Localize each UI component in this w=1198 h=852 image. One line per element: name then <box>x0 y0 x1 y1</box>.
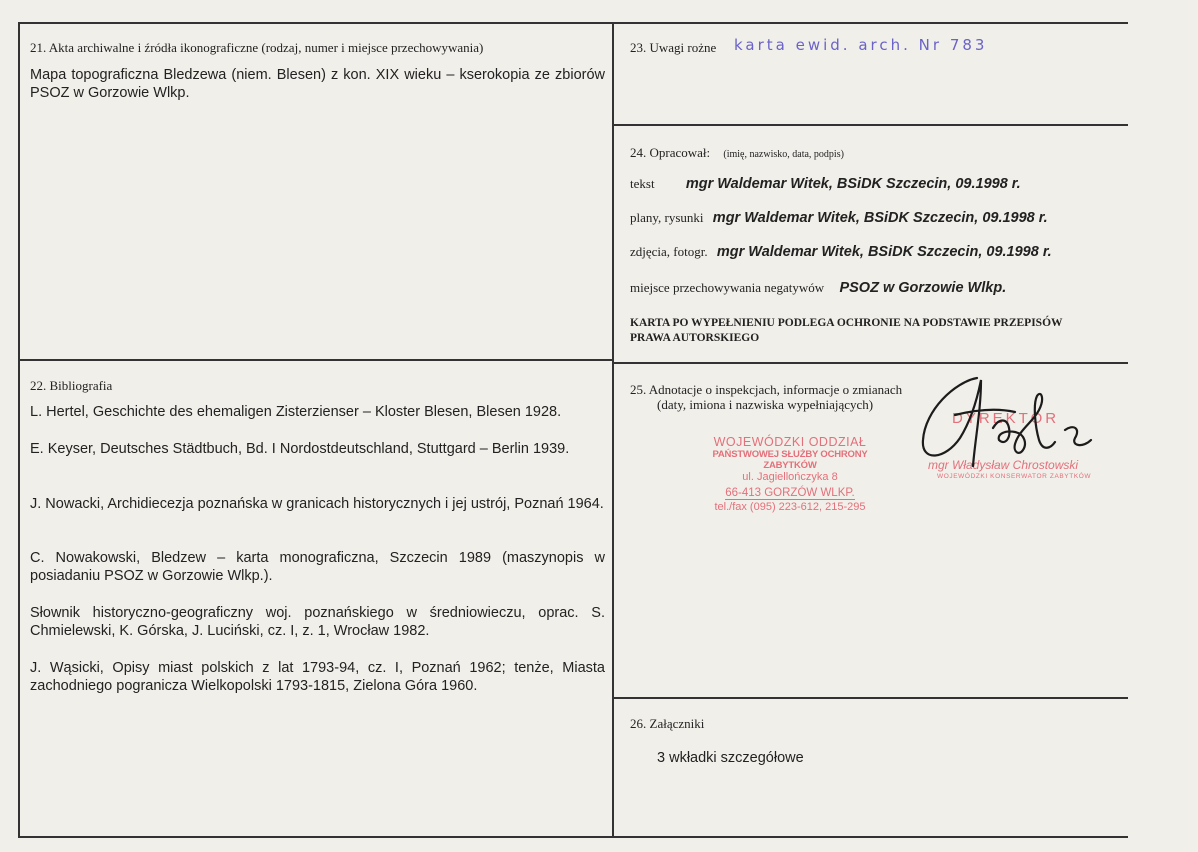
author-row-label: tekst <box>630 176 655 191</box>
section-21-text: Mapa topograficzna Bledzewa (niem. Blesen) z kon. XIX wieku – kserokopia ze zbiorów PSOZ w Gorzowie Wlkp. <box>30 67 605 101</box>
author-row-photos <box>630 244 1052 260</box>
director-stamp-title: DYREKTOR <box>952 410 1060 427</box>
bibliography-item: E. Keyser, Deutsches Städtbuch, Bd. I Nordostdeutschland, Stuttgard – Berlin 1939. <box>30 441 570 457</box>
director-stamp-name: mgr Władysław Chrostowski <box>928 458 1079 472</box>
right-divider-24 <box>612 362 1128 364</box>
bibliography-item: C. Nowakowski, Bledzew – karta monograficzna, Szczecin 1989 (maszynopis w posiadaniu PSOZ w Gorzowie Wlkp.). <box>30 550 605 584</box>
top-border <box>18 22 1128 24</box>
section-22-title: 22. Bibliografia <box>30 378 113 393</box>
center-divider <box>612 22 614 838</box>
section-26-text: 3 wkładki szczegółowe <box>657 750 804 766</box>
section-24-heading: 24. Opracował: <box>630 145 711 160</box>
bibliography-item: J. Wąsicki, Opisy miast polskich z lat 1793-94, cz. I, Poznań 1962; tenże, Miasta zachodniego pogranicza Wielkopolski 1793-1815, Zielona Góra 1960. <box>30 660 605 694</box>
section-25-subtitle: (daty, imiona i nazwiska wypełniających) <box>657 397 874 412</box>
section-24-subtitle: (imię, nazwisko, data, podpis) <box>723 149 844 160</box>
author-row-label: plany, rysunki <box>630 210 704 225</box>
author-row-plans <box>630 210 1048 226</box>
author-row-label: zdjęcia, fotogr. <box>630 244 708 259</box>
author-row-value: mgr Waldemar Witek, BSiDK Szczecin, 09.1998 r. <box>716 244 1052 260</box>
copyright-notice-line2: PRAWA AUTORSKIEGO <box>630 332 760 344</box>
director-signature <box>915 370 1115 480</box>
office-stamp-line3: ul. Jagiellończyka 8 <box>742 471 838 483</box>
author-row-text <box>630 176 1021 192</box>
right-divider-23 <box>612 124 1128 126</box>
office-stamp-line2: PAŃSTWOWEJ SŁUŻBY OCHRONY ZABYTKÓW <box>712 449 868 471</box>
office-stamp-line4: 66-413 GORZÓW WLKP. <box>725 487 855 499</box>
section-24-title <box>630 145 844 161</box>
right-divider-25 <box>612 697 1128 699</box>
bibliography-item: J. Nowacki, Archidiecezja poznańska w granicach historycznych i jej ustrój, Poznań 1964. <box>30 496 604 512</box>
office-stamp-line1: WOJEWÓDZKI ODDZIAŁ <box>713 435 867 449</box>
author-row-value: mgr Waldemar Witek, BSiDK Szczecin, 09.1998 r. <box>685 176 1021 192</box>
negatives-location-label: miejsce przechowywania negatywów <box>630 280 825 295</box>
negatives-location-value: PSOZ w Gorzowie Wlkp. <box>839 280 1007 296</box>
section-23-title: 23. Uwagi rożne <box>630 40 717 55</box>
negatives-location-row <box>630 280 1006 296</box>
office-stamp-line5: tel./fax (095) 223-612, 215-295 <box>714 501 866 513</box>
left-mid-divider <box>18 359 614 361</box>
author-row-value: mgr Waldemar Witek, BSiDK Szczecin, 09.1998 r. <box>712 210 1048 226</box>
section-26-title: 26. Załączniki <box>630 716 705 731</box>
office-stamp <box>690 435 890 513</box>
handwritten-note: karta ewid. arch. Nr 783 <box>734 36 988 54</box>
section-21-title: 21. Akta archiwalne i źródła ikonograficzne (rodzaj, numer i miejsce przechowywania) <box>30 40 484 55</box>
bibliography-item: L. Hertel, Geschichte des ehemaligen Zisterzienser – Kloster Blesen, Blesen 1928. <box>30 404 562 420</box>
director-stamp-office: WOJEWÓDZKI KONSERWATOR ZABYTKÓW <box>937 473 1092 480</box>
bottom-border <box>18 836 1128 838</box>
section-25-title: 25. Adnotacje o inspekcjach, informacje o zmianach <box>630 382 903 397</box>
bibliography-item: Słownik historyczno-geograficzny woj. poznańskiego w średniowieczu, oprac. S. Chmielewski, K. Górska, J. Luciński, cz. I, z. 1, Wrocław 1982. <box>30 605 605 639</box>
copyright-notice-line1: KARTA PO WYPEŁNIENIU PODLEGA OCHRONIE NA PODSTAWIE PRZEPISÓW <box>630 317 1063 329</box>
left-border <box>18 22 20 838</box>
